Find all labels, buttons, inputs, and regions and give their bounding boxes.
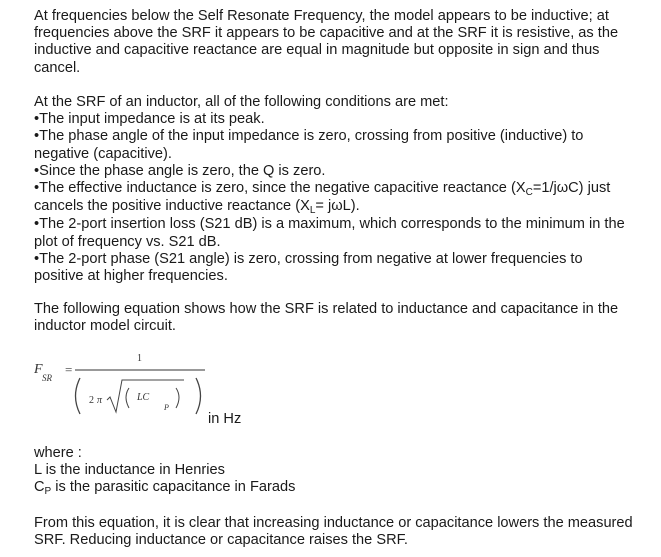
condition-item: •The 2-port insertion loss (S21 dB) is a maximum, which corresponds to the minimum in the plot of frequency vs. S21 dB. <box>34 216 625 250</box>
eq-sr-sub: SR <box>42 373 52 383</box>
condition-item: •The 2-port phase (S21 angle) is zero, crossing from negative at lower frequencies to positive at higher frequencies. <box>34 250 583 285</box>
inner-paren-left <box>126 388 129 408</box>
eq-two: 2 <box>89 395 94 406</box>
conclusion-text: From this equation, it is clear that increasing inductance or capacitance lowers the measured SRF. Reducing inductance or capacitance raises the SRF. <box>34 515 633 549</box>
eq-p-sub: P <box>164 403 169 412</box>
equation-intro-paragraph <box>34 301 634 335</box>
condition-item: •Since the phase angle is zero, the Q is zero. <box>34 162 326 179</box>
condition-item-reactance: •The effective inductance is zero, since the negative capacitive reactance $(X_C=1/j\omega C)$ just cancels the positive inductive reactance $(X_L= j\omega L)$. <box>34 180 611 217</box>
eq-f: F <box>34 362 43 377</box>
condition-item: •The input impedance is at its peak. <box>34 111 265 128</box>
paren-left <box>76 378 81 414</box>
intro-paragraph <box>34 8 634 77</box>
inner-paren-right <box>176 388 179 408</box>
eq-numerator: 1 <box>137 353 142 364</box>
where-label: where : <box>34 445 82 461</box>
equation-intro-text: The following equation shows how the SRF is related to inductance and capacitance in the inductor model circuit. <box>34 301 619 335</box>
conditions-intro: At the SRF of an inductor, all of the following conditions are met: <box>34 94 449 110</box>
where-block <box>34 445 634 498</box>
conclusion-paragraph <box>34 515 634 549</box>
c-definition: $C_P$ is the parasitic capacitance in Farads <box>34 479 296 498</box>
units-label: in Hz <box>208 411 242 427</box>
eq-pi: π <box>97 395 103 406</box>
intro-text: At frequencies below the Self Resonate Frequency, the model appears to be inductive; at frequencies above the SRF it appears to be capacitive and at the SRF it is resistive, as the inductive and capacitive reactance are equal in magnitude but opposite in sign and thus cancel. <box>34 8 619 76</box>
condition-item: •The phase angle of the input impedance is zero, crossing from positive (inductive) to negative (capacitive). <box>34 128 584 162</box>
eq-equals: = <box>65 362 73 377</box>
srf-conditions <box>34 94 634 285</box>
l-definition: L is the inductance in Henries <box>34 462 225 479</box>
paren-right <box>196 378 201 414</box>
eq-lc: LC <box>137 392 150 403</box>
